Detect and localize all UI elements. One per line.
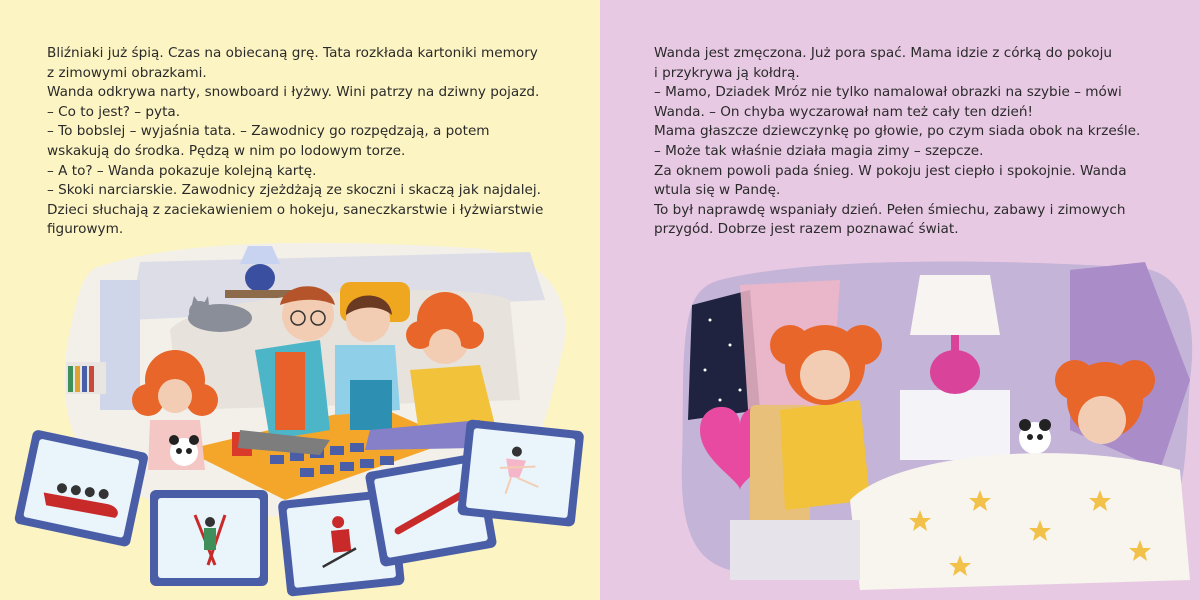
right-page	[600, 0, 1200, 600]
memory-card-ski-jump	[150, 490, 268, 586]
panda-icon	[1019, 419, 1051, 454]
bedtime-illustration	[600, 0, 1200, 600]
blanket	[850, 453, 1190, 590]
left-page-text: Bliźniaki już śpią. Czas na obiecaną grę. Tata rozkłada kartoniki memory z zimowymi obrazkami. Wanda odkrywa narty, snowboard i łyżwy. Wini patrzy na dziwny pojazd. – Co to jest? – pyta. – To bobslej – wyjaśnia tata. – Zawodnicy go rozpędzają, a potem wskakują do środka. Pędzą w nim po lodowym torze. – A to? – Wanda pokazuje kolejną kartę. – Skoki narciarskie. Zawodnicy zjeżdżają ze skoczni i skaczą jak najdalej. Dzieci słuchają z zaciekawieniem o hokeju, saneczkarstwie i łyżwiarstwie figurowym.	[47, 45, 544, 238]
memory-card-figure-skating	[457, 419, 584, 527]
right-page-text: Wanda jest zmęczona. Już pora spać. Mama idzie z córką do pokoju i przykrywa ją kołdrą. – Mamo, Dziadek Mróz nie tylko namalował obrazki na szybie – mówi Wanda. – On chyba wyczarował nam też cały ten dzień! Mama głaszcze dziewczynkę po głowie, po czym siada obok na krześle. – Może tak właśnie działa magia zimy – szepcze. Za oknem powoli pada śnieg. W pokoju jest ciepło i spokojnie. Wanda wtula się w Pandę. To był naprawdę wspaniały dzień. Pełen śmiechu, zabawy i zimowych przygód. Dobrze jest razem poznawać świat.	[654, 45, 1141, 238]
